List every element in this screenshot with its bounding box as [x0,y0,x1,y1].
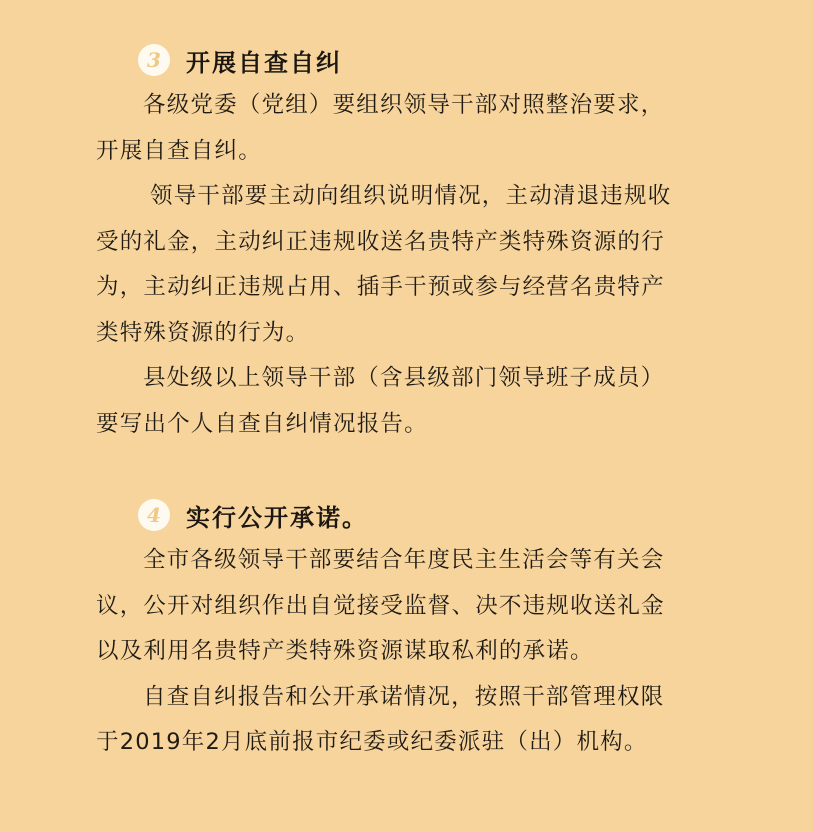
paragraph-line: 议，公开对组织作出自觉接受监督、决不违规收送礼金 [96,592,665,619]
section-4 [96,492,717,766]
paragraph-line: 受的礼金，主动纠正违规收送名贵特产类特殊资源的行 [96,228,665,255]
paragraph-line: 自查自纠报告和公开承诺情况，按照干部管理权限 [143,683,665,710]
section-title: 开展自查自纠 [186,48,342,77]
paragraph-line: 为，主动纠正违规占用、插手干预或参与经营名贵特产 [96,274,665,300]
paragraph [96,174,717,356]
paragraph-line: 全市各级领导干部要结合年度民主生活会等有关会 [143,547,665,573]
number-badge [138,44,170,76]
paragraph-line: 开展自查自纠。 [96,137,262,164]
paragraph-line: 领导干部要主动向组织说明情况，主动清退违规收 [150,183,672,209]
number-badge [138,499,170,531]
paragraph-line: 各级党委（党组）要组织领导干部对照整治要求， [143,92,665,118]
paragraph [96,538,717,675]
paragraph-line: 以及利用名贵特产类特殊资源谋取私利的承诺。 [96,638,594,664]
section-heading [138,492,717,538]
paragraph-line: 县处级以上领导干部（含县级部门领导班子成员） [143,365,665,391]
paragraph [96,83,717,174]
paragraph [96,675,717,766]
section-heading [138,37,717,83]
paragraph-line: 要写出个人自查自纠情况报告。 [96,410,428,437]
paragraph [96,356,717,447]
section-spacer [96,447,717,492]
paragraph-line: 类特殊资源的行为。 [96,319,310,346]
section-3 [96,37,717,447]
paragraph-line: 于2019年2月底前报市纪委或纪委派驻（出）机构。 [96,729,648,755]
section-number: 4 [147,503,161,527]
section-title: 实行公开承诺。 [186,503,368,532]
section-number: 3 [147,48,161,72]
